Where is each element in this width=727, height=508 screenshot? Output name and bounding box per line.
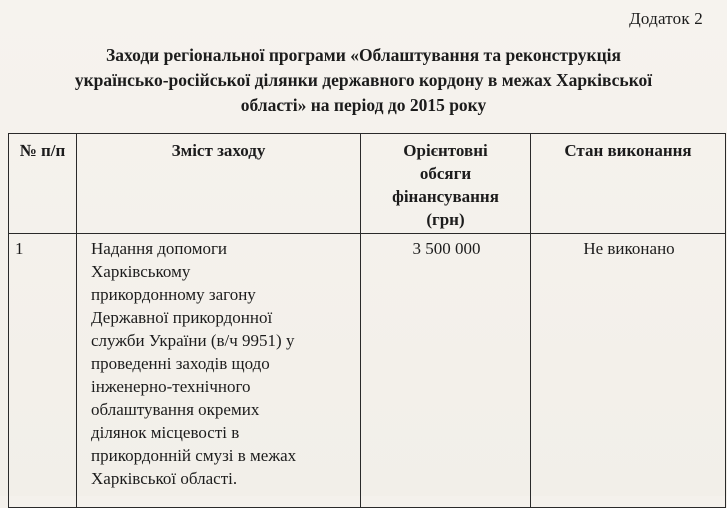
content-line: ділянок місцевості в (91, 423, 240, 442)
document-title (0, 43, 727, 118)
annex-label: Додаток 2 (629, 9, 703, 28)
header-funding-line: обсяги (419, 164, 472, 183)
header-funding-line: (грн) (426, 210, 465, 229)
measures-table (8, 133, 726, 508)
content-line: інженерно-технічного (91, 377, 251, 396)
content-line: прикордонному загону (91, 285, 256, 304)
title-line: області» на період до 2015 року (240, 95, 487, 115)
header-number: № п/п (9, 134, 77, 234)
content-line: служби України (в/ч 9951) у (91, 331, 295, 350)
row-funding: 3 500 000 (361, 234, 531, 508)
header-content: Зміст заходу (77, 134, 361, 234)
content-line: Надання допомоги (91, 239, 228, 258)
header-funding (361, 134, 531, 234)
title-line: українсько-російської ділянки державного кордону в межах Харківської (74, 70, 653, 90)
content-line: проведенні заходів щодо (91, 354, 270, 373)
content-line: Харківському (91, 262, 191, 281)
row-content (77, 234, 361, 508)
content-line: прикордонній смузі в межах (91, 446, 297, 465)
row-number: 1 (9, 234, 77, 508)
header-funding-line: Орієнтовні (403, 141, 488, 160)
title-line: Заходи регіональної програми «Облаштування та реконструкція (106, 45, 621, 65)
content-line: облаштування окремих (91, 400, 260, 419)
table-header-row (9, 134, 726, 234)
table-row (9, 234, 726, 508)
header-status: Стан виконання (531, 134, 726, 234)
content-line: Харківської області. (91, 469, 238, 488)
content-line: Державної прикордонної (91, 308, 273, 327)
header-funding-line: фінансування (392, 187, 499, 206)
row-status: Не виконано (531, 234, 726, 508)
